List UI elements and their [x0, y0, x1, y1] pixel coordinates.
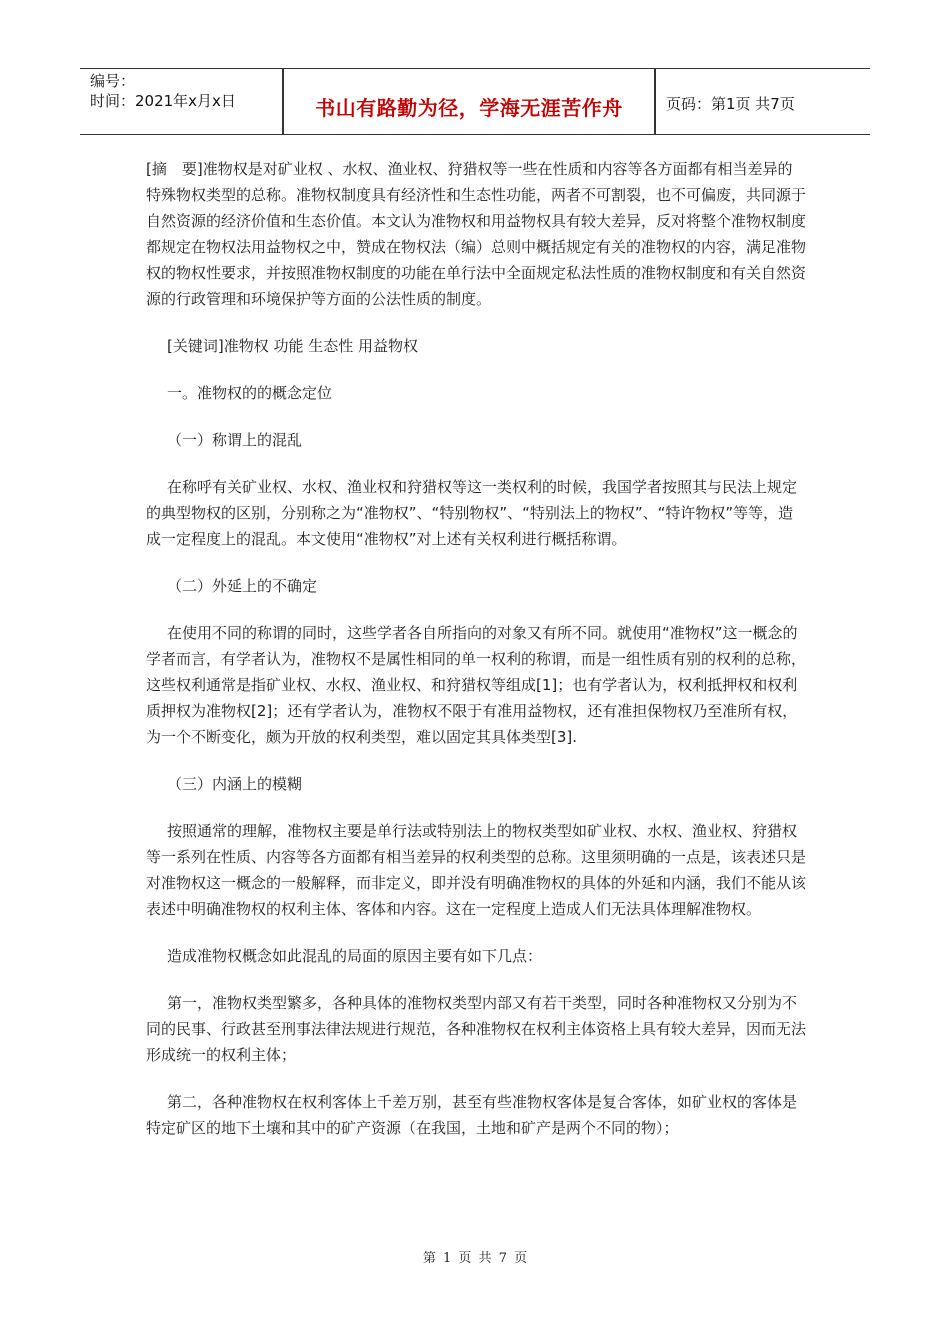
body-paragraph: 按照通常的理解，准物权主要是单行法或特别法上的物权类型如矿业权、水权、渔业权、狩猎权等一系列在性质、内容等各方面都有相当差异的权利类型的总称。这里须明确的一点是，该表述只是对准物权这一概念的一般解释，而非定义，即并没有明确准物权的具体的外延和内涵，我们不能从该表述中明确准物权的权利主体、客体和内容。这在一定程度上造成人们无法具体理解准物权。: [146, 822, 807, 918]
header-divider: [282, 69, 284, 134]
keywords-paragraph: [关键词]准物权 功能 生态性 用益物权: [167, 337, 419, 355]
section-heading: 一。准物权的的概念定位: [167, 384, 333, 402]
body-paragraph: 在使用不同的称谓的同时，这些学者各自所指向的对象又有所不同。就使用“准物权”这一概念的学者而言，有学者认为，准物权不是属性相同的单一权利的称谓，而是一组性质有别的权利的总称，这些权利通常是指矿业权、水权、渔业权、和狩猎权等组成[1]；也有学者认为，权利抵押权和权利质押权为准物权[2]；还有学者认为，准物权不限于有准用益物权，还有准担保物权乃至准所有权，为一个不断变化，颇为开放的权利类型，难以固定其具体类型[3].: [146, 624, 807, 746]
header-page-info: 页码：第1页 共7页: [666, 95, 795, 113]
document-body: [146, 156, 806, 1162]
body-paragraph: 第一，准物权类型繁多，各种具体的准物权类型内部又有若干类型，同时各种准物权又分别为不同的民事、行政甚至刑事法律法规进行规范，各种准物权在权利主体资格上具有较大差异，因而无法形成统一的权利主体；: [146, 994, 807, 1064]
page-header: [80, 68, 870, 135]
body-paragraph: 在称呼有关矿业权、水权、渔业权和狩猎权等这一类权利的时候，我国学者按照其与民法上规定的典型物权的区别，分别称之为“准物权”、“特别物权”、“特别法上的物权”、“特许物权”等等，造成一定程度上的混乱。本文使用“准物权”对上述有关权利进行概括称谓。: [146, 478, 798, 548]
abstract-paragraph: [摘 要]准物权是对矿业权 、水权、渔业权、狩猎权等一些在性质和内容等各方面都有相当差异的特殊物权类型的总称。准物权制度具有经济性和生态性功能，两者不可割裂，也不可偏废，共同源于自然资源的经济价值和生态价值。本文认为准物权和用益物权具有较大差异，反对将整个准物权制度都规定在物权法用益物权之中，赞成在物权法（编）总则中概括规定有关的准物权的内容，满足准物权的物权性要求，并按照准物权制度的功能在单行法中全面规定私法性质的准物权制度和有关自然资源的行政管理和环境保护等方面的公法性质的制度。: [146, 160, 807, 308]
number-label: 编号：: [90, 72, 136, 90]
subsection-heading: （三）内涵上的模糊: [167, 775, 303, 793]
header-meta: [90, 71, 280, 111]
header-divider: [654, 69, 656, 134]
header-motto: 书山有路勤为径，学海无涯苦作舟: [315, 96, 623, 120]
time-label: 时间：2021年x月x日: [90, 92, 236, 110]
subsection-heading: （一）称谓上的混乱: [167, 431, 303, 449]
page-footer: 第 1 页 共 7 页: [422, 1251, 528, 1266]
body-paragraph: 第二，各种准物权在权利客体上千差万别，甚至有些准物权客体是复合客体，如矿业权的客体是特定矿区的地下土壤和其中的矿产资源（在我国，土地和矿产是两个不同的物）；: [146, 1093, 798, 1137]
body-paragraph: 造成准物权概念如此混乱的局面的原因主要有如下几点：: [167, 947, 543, 965]
subsection-heading: （二）外延上的不确定: [167, 577, 318, 595]
